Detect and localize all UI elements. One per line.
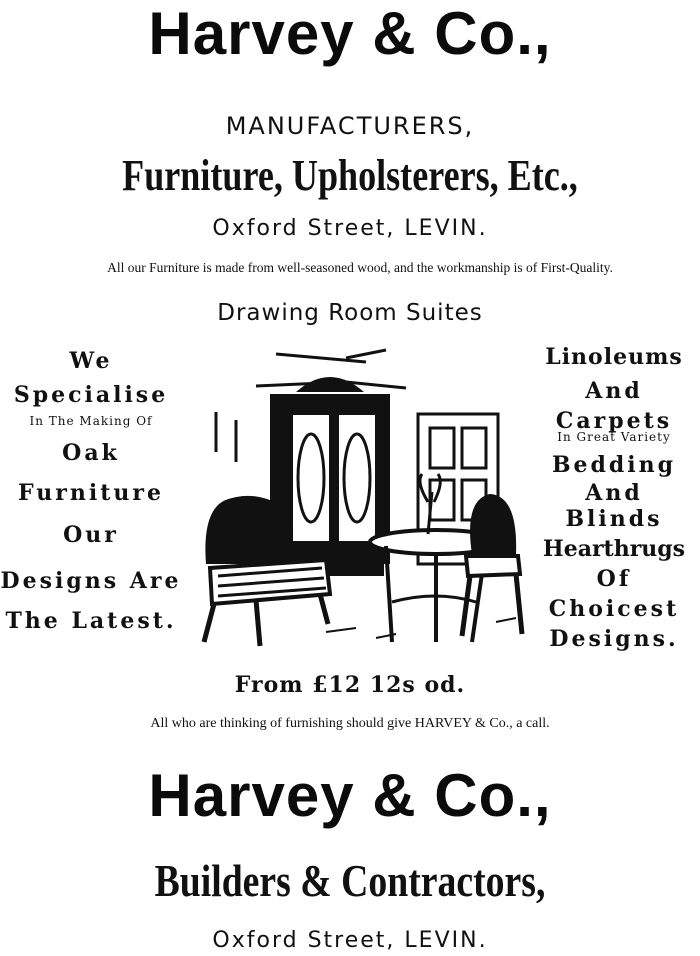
left-line: We xyxy=(69,348,113,374)
right-line: Designs. xyxy=(549,626,679,652)
quality-note: All our Furniture is made from well-seasoned wood, and the workmanship is of First-Quality. xyxy=(107,260,613,275)
right-line: Choicest xyxy=(548,596,680,622)
right-line: And xyxy=(585,480,643,506)
right-line: And xyxy=(585,378,643,404)
suites-heading: Drawing Room Suites xyxy=(217,300,483,326)
bottom-brand-heading: Harvey & Co., xyxy=(148,762,552,829)
left-line: Specialise xyxy=(13,382,169,408)
call-note: All who are thinking of furnishing should give HARVEY & Co., a call. xyxy=(150,716,550,731)
left-line: Our xyxy=(63,522,119,548)
left-line: In The Making Of xyxy=(29,414,153,428)
top-address: Oxford Street, LEVIN. xyxy=(212,216,488,241)
furniture-illustration xyxy=(196,342,532,664)
right-line: Linoleums xyxy=(545,344,683,370)
right-column xyxy=(528,344,700,656)
left-line: Furniture xyxy=(18,480,164,506)
left-line: Oak xyxy=(62,440,120,466)
right-line: Bedding xyxy=(551,452,677,478)
trades-heading: Furniture, Upholsterers, Etc., xyxy=(122,151,578,200)
top-brand-heading: Harvey & Co., xyxy=(148,0,552,67)
left-line: Designs Are xyxy=(0,568,182,594)
sidechair-icon xyxy=(462,496,522,636)
manufacturers-line: MANUFACTURERS, xyxy=(225,112,475,140)
right-line: In Great Variety xyxy=(557,430,671,444)
right-line: Hearthrugs xyxy=(542,536,686,562)
left-column xyxy=(0,348,182,642)
builders-heading: Builders & Contractors, xyxy=(154,855,546,906)
right-line: Carpets xyxy=(555,408,673,434)
right-line: Of xyxy=(596,566,632,592)
bottom-address: Oxford Street, LEVIN. xyxy=(212,928,488,953)
price-line: From £12 12s od. xyxy=(234,672,466,698)
left-line: The Latest. xyxy=(5,608,177,634)
right-line: Blinds xyxy=(565,506,663,532)
